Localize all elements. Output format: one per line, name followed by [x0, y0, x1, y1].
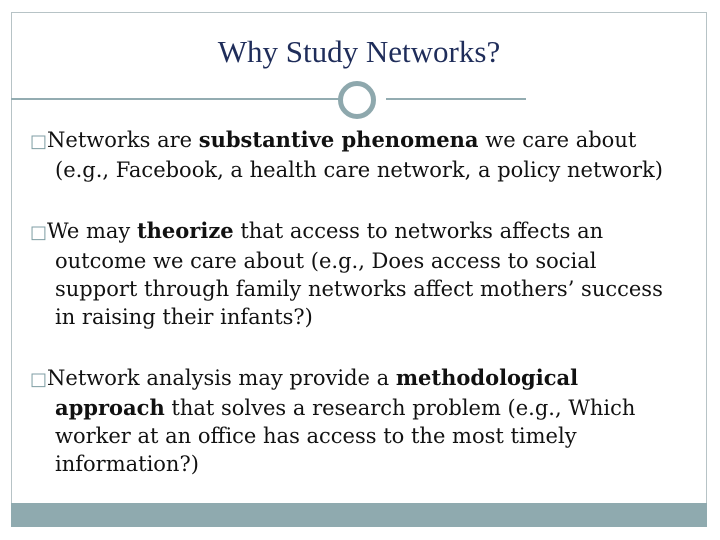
bullet-item-1	[30, 126, 690, 184]
circle-ornament-icon	[338, 81, 376, 119]
bullet-box-icon: □	[30, 131, 48, 152]
title-divider-left	[11, 98, 340, 100]
bullet-3-rest-bold: approach	[55, 395, 165, 420]
bullet-3-continuation	[30, 394, 665, 478]
bullet-item-2	[30, 217, 690, 331]
bullet-3-rest: that solves a research problem (e.g., Which worker at an office has access to the most timely information?)	[55, 396, 636, 476]
bullet-3-bold: methodological	[395, 365, 579, 390]
bullet-1-continuation: (e.g., Facebook, a health care network, a policy network)	[55, 158, 663, 182]
title-divider-right	[386, 98, 526, 100]
bullet-box-icon: □	[30, 222, 48, 243]
bullet-2-bold: theorize	[136, 218, 234, 243]
bullet-1-pre: Networks are	[47, 128, 199, 152]
bullet-2-continuation: outcome we care about (e.g., Does access to social support through family networks affect mothers’ success in raising their infants?)	[55, 249, 663, 329]
footer-bar	[11, 503, 707, 527]
bullet-2-post: that access to networks affects an	[233, 219, 604, 243]
bullet-2-pre: We may	[47, 219, 137, 243]
slide-title: Why Study Networks?	[217, 34, 501, 69]
bullet-1-post: we care about	[478, 128, 637, 152]
bullet-item-3	[30, 364, 690, 478]
bullet-box-icon: □	[30, 369, 48, 390]
bullet-3-pre: Network analysis may provide a	[47, 366, 396, 390]
bullet-1-bold: substantive phenomena	[198, 127, 479, 152]
